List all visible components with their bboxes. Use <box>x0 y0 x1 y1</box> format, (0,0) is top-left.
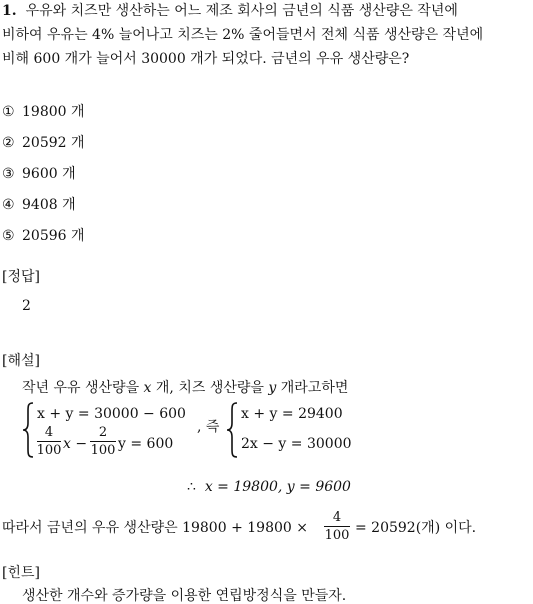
system-2-equation-2: 2x − y = 30000 <box>241 436 352 452</box>
explanation-intro <box>22 381 348 395</box>
answer-header: [정답] <box>2 269 40 285</box>
choice-5-number: ⑤ <box>2 228 15 244</box>
choice-4-text: 9408 개 <box>22 197 76 213</box>
choice-5-text: 20596 개 <box>22 228 85 244</box>
question-line-1 <box>2 4 458 18</box>
system-1-x-term: x − <box>63 436 88 452</box>
system-1-fraction-2 <box>90 426 116 457</box>
final-statement-a: 따라서 금년의 우유 생산량은 19800 + 19800 × <box>2 520 308 536</box>
fraction-2-numerator: 2 <box>98 425 108 440</box>
choice-3-text: 9600 개 <box>22 166 76 182</box>
choice-4[interactable] <box>2 198 76 212</box>
question-line-3: 비해 600 개가 늘어서 30000 개가 되었다. 금년의 우유 생산량은? <box>2 51 410 67</box>
therefore-symbol: ∴ <box>187 479 196 495</box>
answer-value: 2 <box>22 298 31 314</box>
final-fraction-numerator: 4 <box>332 510 342 525</box>
connector-text: , 즉 <box>197 419 220 435</box>
choice-2-text: 20592 개 <box>22 135 85 151</box>
question-text-1: 우유와 치즈만 생산하는 어느 제조 회사의 금년의 식품 생산량은 작년에 <box>25 3 458 19</box>
system-1-x-minus <box>63 437 87 451</box>
system-2-brace-icon <box>226 402 240 458</box>
system-1-fraction-1 <box>37 426 61 457</box>
system-2-equation-1: x + y = 29400 <box>241 406 343 422</box>
choice-1-number: ① <box>2 104 15 120</box>
question-line-2: 비하여 우유는 4% 늘어나고 치즈는 2% 줄어들면서 전체 식품 생산량은 작년에 <box>2 27 484 43</box>
intro-var-x: x <box>143 380 152 396</box>
final-fraction <box>324 511 350 542</box>
choice-3-number: ③ <box>2 166 15 182</box>
final-statement-b: = 20592(개) 이다. <box>355 520 477 536</box>
intro-text-c: 개라고하면 <box>276 380 349 396</box>
fraction-2-bar <box>90 441 116 442</box>
choice-3[interactable] <box>2 167 76 181</box>
hint-header: [힌트] <box>2 565 40 581</box>
explanation-header: [해설] <box>2 353 40 369</box>
intro-var-y: y <box>268 380 277 396</box>
choice-5[interactable] <box>2 229 85 243</box>
final-fraction-denominator: 100 <box>324 528 350 543</box>
result-values: x = 19800, y = 9600 <box>204 479 351 495</box>
final-fraction-bar <box>324 526 350 527</box>
choice-1-text: 19800 개 <box>22 104 85 120</box>
fraction-1-denominator: 100 <box>36 443 62 458</box>
intro-text-a: 작년 우유 생산량을 <box>22 380 144 396</box>
therefore-line <box>187 480 351 494</box>
fraction-2-denominator: 100 <box>90 443 116 458</box>
choice-2[interactable] <box>2 136 85 150</box>
intro-text-b: 개, 치즈 생산량을 <box>151 380 269 396</box>
system-1-brace-icon <box>22 402 36 458</box>
system-1-equation-2-tail: y = 600 <box>118 436 174 452</box>
hint-text: 생산한 개수와 증가량을 이용한 연립방정식을 만들자. <box>22 588 347 604</box>
fraction-1-numerator: 4 <box>44 425 54 440</box>
choice-1[interactable] <box>2 105 85 119</box>
choice-2-number: ② <box>2 135 15 151</box>
fraction-1-bar <box>37 441 61 442</box>
choice-4-number: ④ <box>2 197 15 213</box>
question-number: 1. <box>2 3 17 19</box>
system-1-equation-1: x + y = 30000 − 600 <box>37 406 186 422</box>
